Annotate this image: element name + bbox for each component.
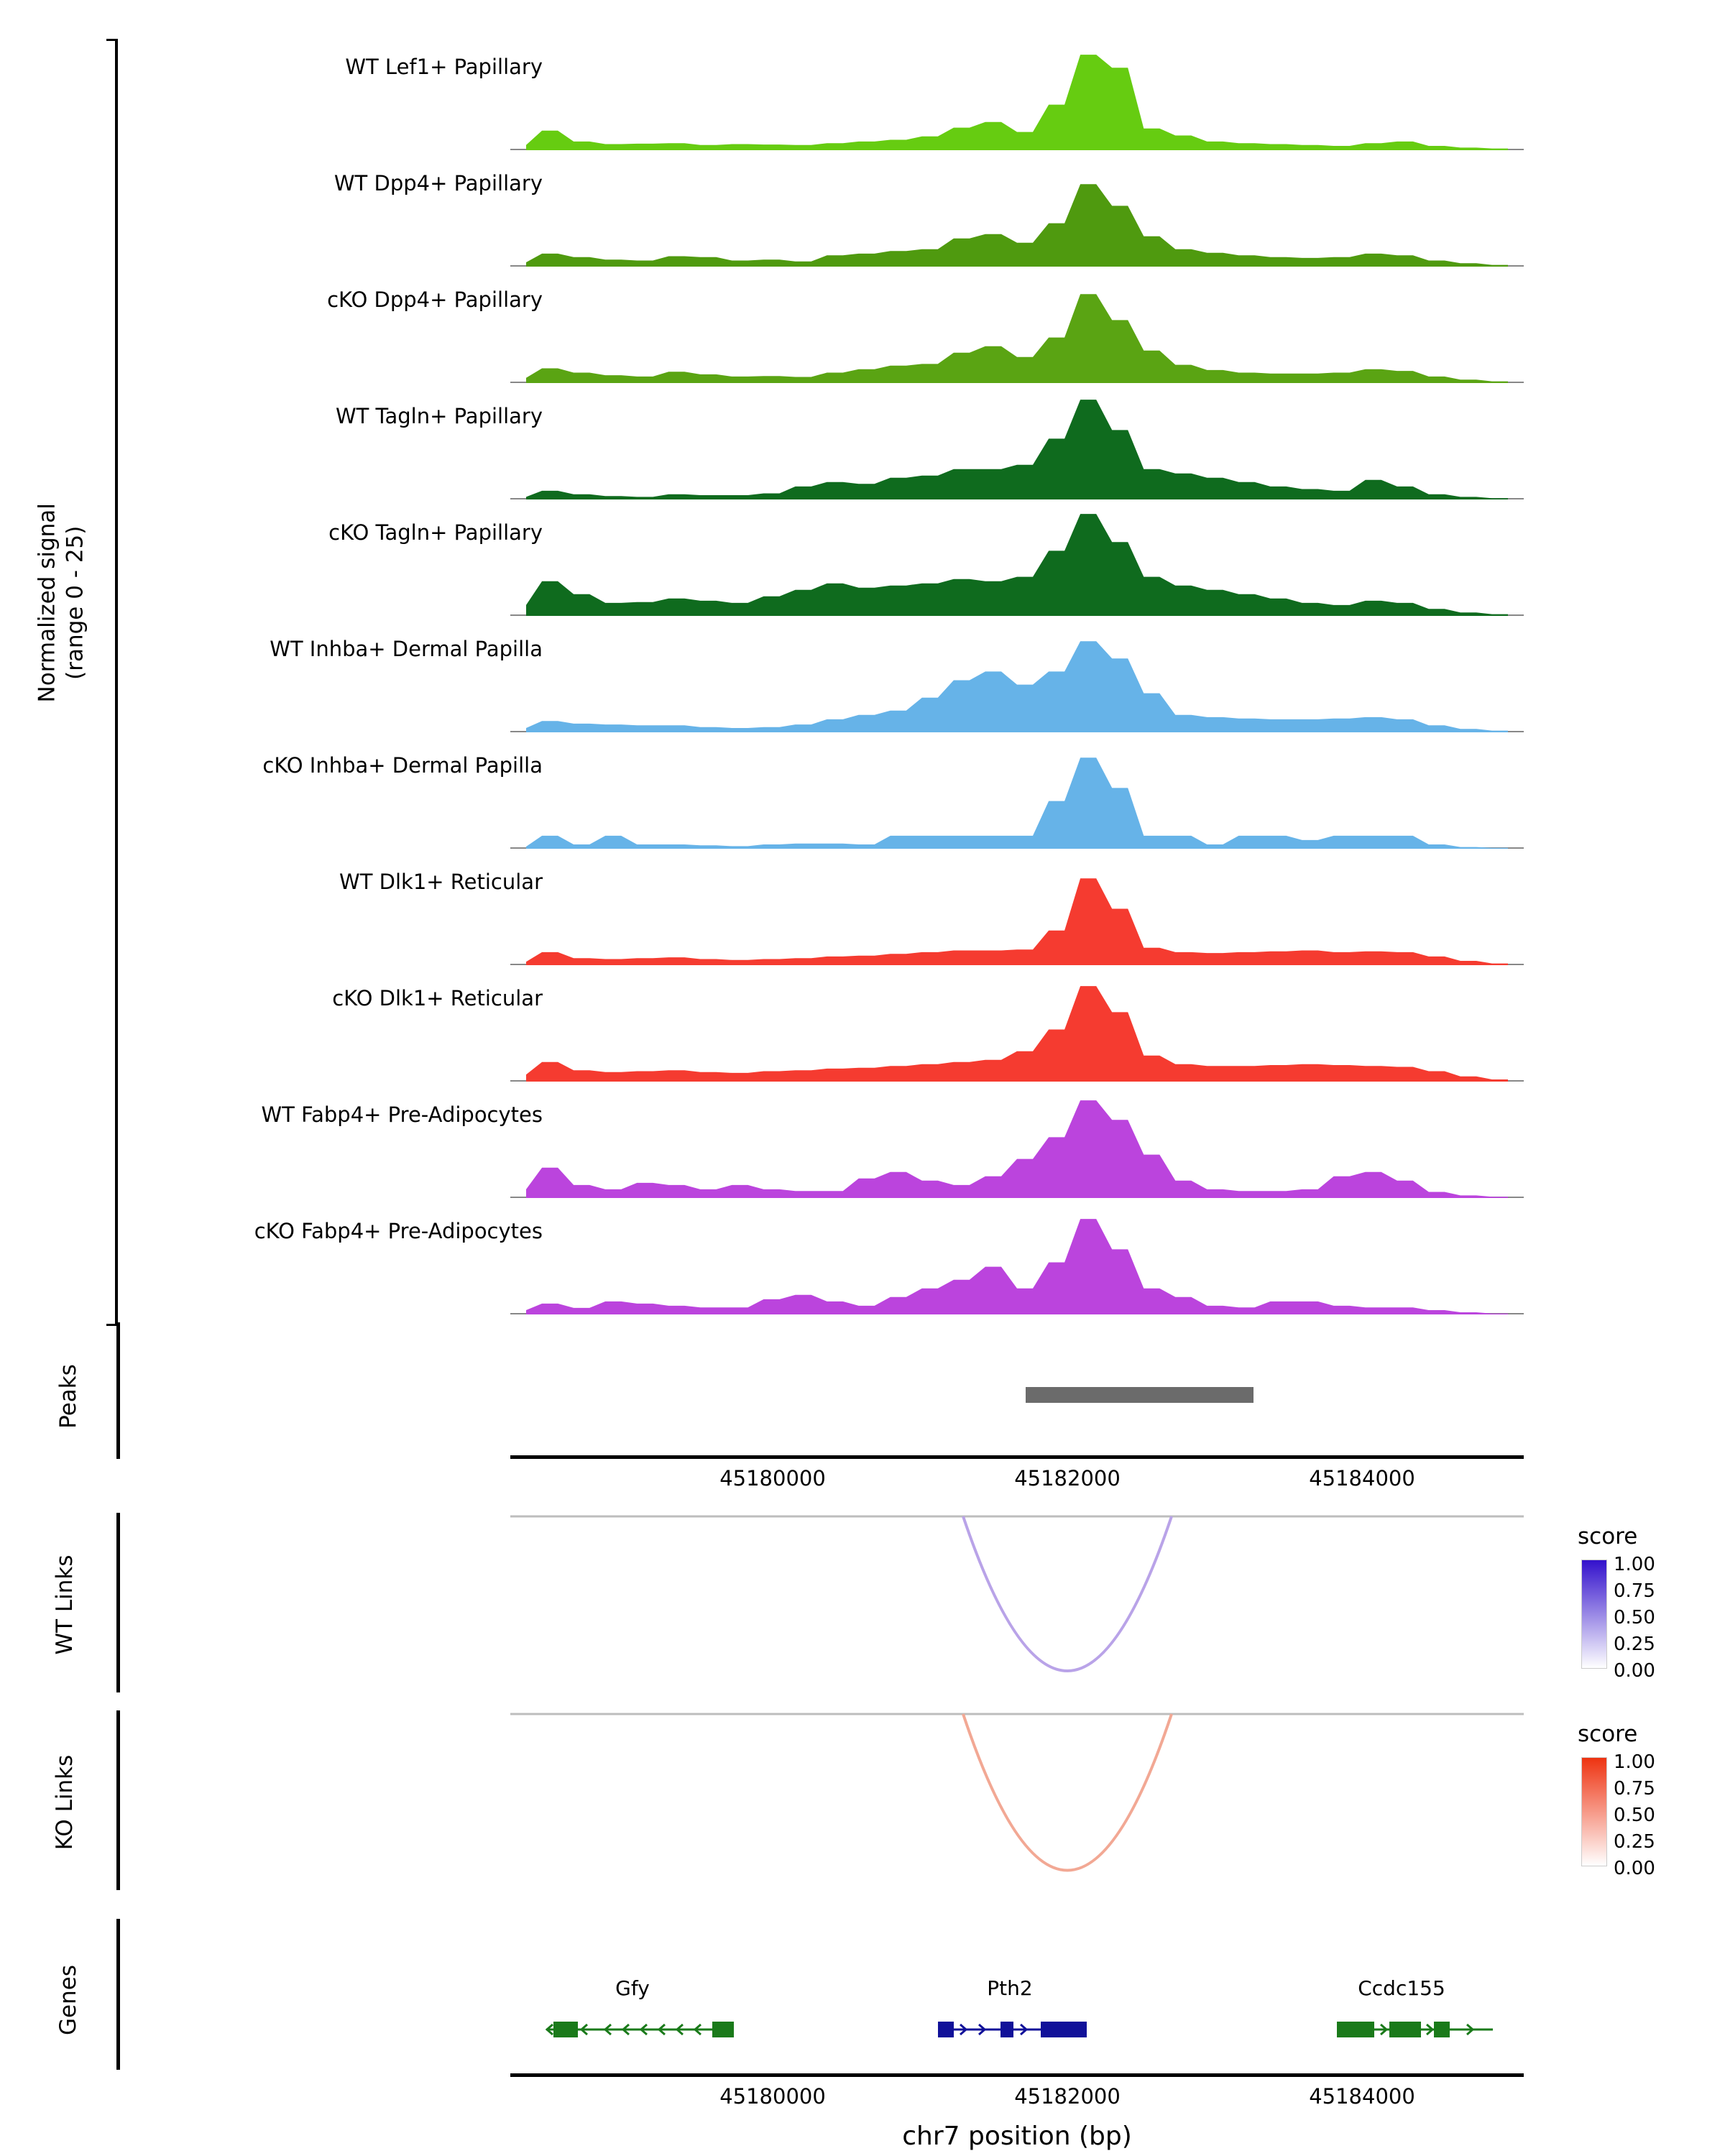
- track-label: WT Dlk1+ Reticular: [339, 870, 543, 894]
- legend-tick: 0.00: [1614, 1660, 1655, 1682]
- coverage-area-3: [510, 388, 1524, 499]
- wt-links-section-label: WT Links: [52, 1554, 78, 1655]
- coverage-area-8: [510, 970, 1524, 1082]
- legend-tick: 0.00: [1614, 1858, 1655, 1879]
- coverage-area-10: [510, 1203, 1524, 1314]
- genes-section-label: Genes: [55, 1965, 81, 2035]
- ko-link-arc: [963, 1714, 1172, 1871]
- legend-tick: 0.50: [1614, 1607, 1655, 1628]
- track-label: WT Tagln+ Papillary: [335, 404, 543, 428]
- coverage-area-4: [510, 505, 1524, 616]
- track-label: cKO Inhba+ Dermal Papilla: [262, 753, 543, 778]
- coverage-area-1: [510, 155, 1524, 267]
- x-axis-title: chr7 position (bp): [902, 2122, 1132, 2151]
- legend-tick: 0.25: [1614, 1634, 1655, 1655]
- track-label: WT Fabp4+ Pre-Adipocytes: [261, 1102, 543, 1127]
- gene-model-ccdc155: [1333, 2016, 1495, 2043]
- peaks-axis-line: [116, 1322, 120, 1459]
- y-axis-title-line1: Normalized signal: [34, 503, 60, 703]
- y-axis-line: [115, 39, 118, 1325]
- track-plot: [510, 272, 1524, 383]
- ko-link-arc-group: [510, 1707, 1524, 1894]
- track-plot: [510, 854, 1524, 965]
- track-label: WT Lef1+ Papillary: [345, 55, 543, 79]
- genes-axis-line: [116, 1919, 120, 2070]
- coverage-area-9: [510, 1087, 1524, 1198]
- gene-label-pth2: Pth2: [987, 1976, 1033, 2000]
- wt-links-legend: [1578, 1524, 1637, 1557]
- legend-tick: 0.25: [1614, 1831, 1655, 1853]
- coverage-area-6: [510, 737, 1524, 849]
- y-axis-title-line2: (range 0 - 25): [62, 525, 88, 680]
- track-plot: [510, 1203, 1524, 1314]
- track-plot: [510, 970, 1524, 1082]
- y-axis-tick-top: [106, 39, 118, 41]
- ko-score-colorbar: [1581, 1757, 1607, 1866]
- axis-tick-label: 45180000: [719, 2084, 826, 2109]
- track-plot: [510, 155, 1524, 267]
- track-plot: [510, 39, 1524, 150]
- ko-links-plot: [510, 1707, 1524, 1894]
- track-plot: [510, 621, 1524, 732]
- gene-model-gfy: [543, 2016, 737, 2043]
- gene-label-ccdc155: Ccdc155: [1358, 1976, 1445, 2000]
- track-plot: [510, 737, 1524, 849]
- genes-panel: [0, 1919, 1725, 2156]
- wt-score-colorbar: [1581, 1560, 1607, 1669]
- axis-tick-label: 45180000: [719, 1466, 826, 1491]
- peaks-panel: [0, 1322, 1581, 1491]
- coverage-area-2: [510, 272, 1524, 383]
- wt-links-axis-line: [116, 1513, 120, 1692]
- track-plot: [510, 505, 1524, 616]
- ko-links-section-label: KO Links: [52, 1754, 78, 1851]
- wt-links-panel: [0, 1509, 1725, 1696]
- gene-label-gfy: Gfy: [615, 1976, 650, 2000]
- y-axis-title: [33, 387, 89, 819]
- ko-links-axis-line: [116, 1710, 120, 1890]
- legend-tick: 1.00: [1614, 1751, 1655, 1773]
- coverage-area-5: [510, 621, 1524, 732]
- ko-links-legend: [1578, 1721, 1637, 1754]
- wt-link-arc: [963, 1516, 1172, 1671]
- genome-axis-bottom: [510, 2073, 1524, 2077]
- track-label: cKO Dpp4+ Papillary: [327, 287, 543, 312]
- legend-tick: 0.75: [1614, 1580, 1655, 1602]
- coverage-tracks-panel: [0, 14, 1581, 1308]
- axis-tick-label: 45184000: [1309, 2084, 1415, 2109]
- legend-tick: 1.00: [1614, 1554, 1655, 1575]
- track-label: WT Dpp4+ Papillary: [334, 171, 543, 195]
- genome-axis-top: [510, 1455, 1524, 1459]
- peak-region: [1026, 1387, 1254, 1403]
- track-label: WT Inhba+ Dermal Papilla: [270, 637, 543, 661]
- gene-model-pth2: [934, 2016, 1089, 2043]
- track-label: cKO Fabp4+ Pre-Adipocytes: [254, 1219, 543, 1243]
- wt-links-plot: [510, 1509, 1524, 1696]
- legend-tick: 0.75: [1614, 1778, 1655, 1800]
- track-label: cKO Dlk1+ Reticular: [332, 986, 543, 1010]
- coverage-area-0: [510, 39, 1524, 150]
- axis-tick-label: 45182000: [1014, 2084, 1121, 2109]
- track-label: cKO Tagln+ Papillary: [328, 520, 543, 545]
- axis-tick-label: 45184000: [1309, 1466, 1415, 1491]
- peaks-section-label: Peaks: [55, 1364, 81, 1429]
- wt-link-arc-group: [510, 1509, 1524, 1696]
- ko-links-panel: [0, 1707, 1725, 1894]
- legend-title: score: [1578, 1524, 1638, 1549]
- axis-tick-label: 45182000: [1014, 1466, 1121, 1491]
- legend-tick: 0.50: [1614, 1805, 1655, 1826]
- coverage-area-7: [510, 854, 1524, 965]
- track-plot: [510, 1087, 1524, 1198]
- track-plot: [510, 388, 1524, 499]
- legend-title: score: [1578, 1721, 1638, 1747]
